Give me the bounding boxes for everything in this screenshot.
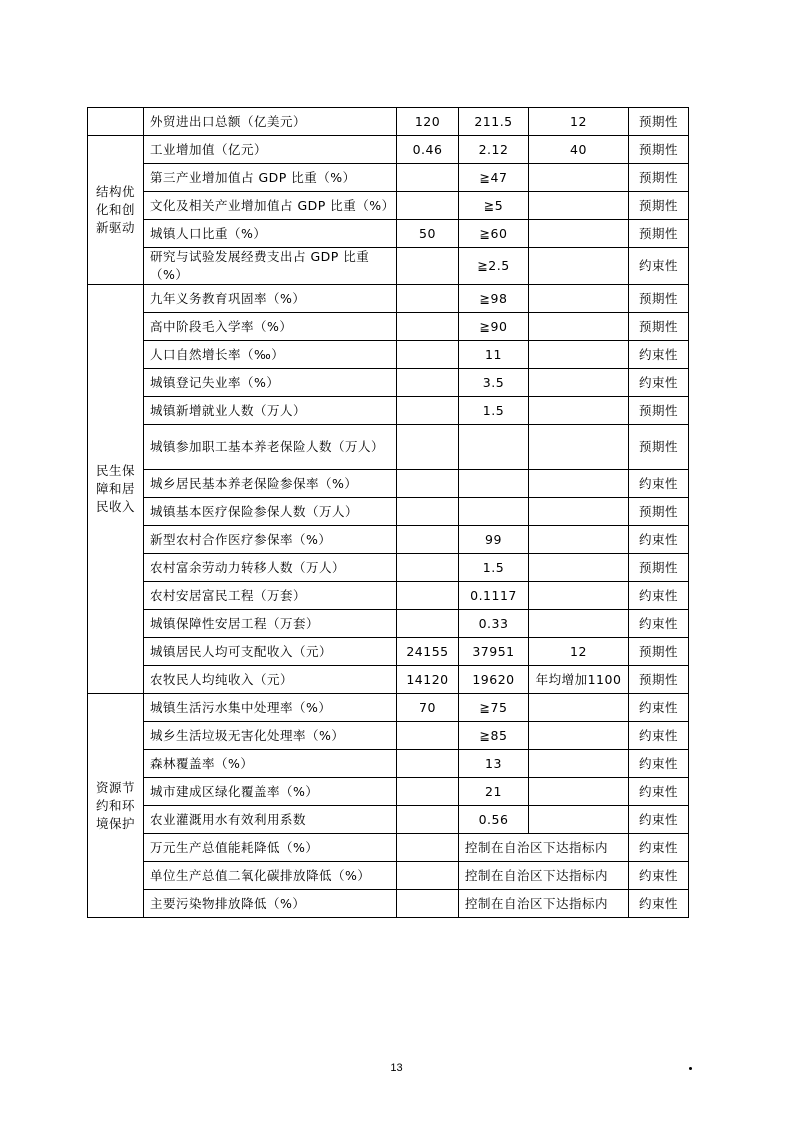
indicator-type: 约束性 (629, 582, 689, 610)
table-row (88, 425, 689, 470)
target-value: ≧75 (459, 694, 529, 722)
growth-value (529, 248, 629, 285)
indicator-type: 约束性 (629, 806, 689, 834)
target-value: 21 (459, 778, 529, 806)
indicator-type: 预期性 (629, 164, 689, 192)
baseline-value (397, 164, 459, 192)
target-value: ≧2.5 (459, 248, 529, 285)
target-value: ≧85 (459, 722, 529, 750)
indicator-type: 约束性 (629, 610, 689, 638)
table-row (88, 526, 689, 554)
target-value: 99 (459, 526, 529, 554)
target-value: ≧60 (459, 220, 529, 248)
baseline-value (397, 397, 459, 425)
growth-value: 年均增加1100 (529, 666, 629, 694)
baseline-value (397, 192, 459, 220)
baseline-value (397, 750, 459, 778)
table-row (88, 694, 689, 722)
baseline-value (397, 862, 459, 890)
baseline-value (397, 610, 459, 638)
indicator-name: 农村富余劳动力转移人数（万人） (144, 554, 397, 582)
indicator-name: 森林覆盖率（%） (144, 750, 397, 778)
growth-value (529, 778, 629, 806)
baseline-value (397, 834, 459, 862)
growth-value: 12 (529, 638, 629, 666)
indicator-name: 九年义务教育巩固率（%） (144, 285, 397, 313)
target-value: 控制在自治区下达指标内 (459, 890, 629, 918)
baseline-value (397, 554, 459, 582)
target-value: ≧5 (459, 192, 529, 220)
target-value (459, 470, 529, 498)
table-row (88, 806, 689, 834)
growth-value (529, 397, 629, 425)
target-value: 0.56 (459, 806, 529, 834)
indicator-name: 外贸进出口总额（亿美元） (144, 108, 397, 136)
indicator-type: 预期性 (629, 638, 689, 666)
growth-value (529, 806, 629, 834)
baseline-value (397, 526, 459, 554)
indicator-name: 新型农村合作医疗参保率（%） (144, 526, 397, 554)
growth-value (529, 192, 629, 220)
target-value: 1.5 (459, 397, 529, 425)
growth-value (529, 425, 629, 470)
table-row (88, 582, 689, 610)
growth-value: 40 (529, 136, 629, 164)
indicator-name: 高中阶段毛入学率（%） (144, 313, 397, 341)
category-cell: 民生保障和居民收入 (88, 285, 144, 694)
indicator-name: 城镇生活污水集中处理率（%） (144, 694, 397, 722)
target-value: 13 (459, 750, 529, 778)
indicator-name: 城乡生活垃圾无害化处理率（%） (144, 722, 397, 750)
indicator-name: 城镇人口比重（%） (144, 220, 397, 248)
baseline-value (397, 248, 459, 285)
table-row (88, 369, 689, 397)
table-row (88, 220, 689, 248)
target-value: ≧98 (459, 285, 529, 313)
table-row (88, 610, 689, 638)
indicator-type: 约束性 (629, 248, 689, 285)
baseline-value: 120 (397, 108, 459, 136)
target-value: 11 (459, 341, 529, 369)
baseline-value (397, 470, 459, 498)
growth-value (529, 526, 629, 554)
category-cell (88, 108, 144, 136)
table-row (88, 666, 689, 694)
baseline-value: 0.46 (397, 136, 459, 164)
indicator-name: 工业增加值（亿元） (144, 136, 397, 164)
page-number: 13 (390, 1062, 403, 1074)
indicator-type: 预期性 (629, 192, 689, 220)
baseline-value (397, 369, 459, 397)
indicator-type: 约束性 (629, 778, 689, 806)
table-row (88, 862, 689, 890)
growth-value (529, 554, 629, 582)
baseline-value (397, 890, 459, 918)
baseline-value: 14120 (397, 666, 459, 694)
indicator-name: 城乡居民基本养老保险参保率（%） (144, 470, 397, 498)
baseline-value (397, 806, 459, 834)
indicator-type: 约束性 (629, 341, 689, 369)
indicator-type: 约束性 (629, 694, 689, 722)
table-row (88, 285, 689, 313)
indicator-type: 预期性 (629, 136, 689, 164)
category-cell: 资源节约和环境保护 (88, 694, 144, 918)
baseline-value: 70 (397, 694, 459, 722)
indicator-name: 城镇参加职工基本养老保险人数（万人） (144, 425, 397, 470)
growth-value (529, 369, 629, 397)
baseline-value (397, 498, 459, 526)
indicator-name: 主要污染物排放降低（%） (144, 890, 397, 918)
table-row (88, 192, 689, 220)
indicator-name: 城镇新增就业人数（万人） (144, 397, 397, 425)
table-row (88, 778, 689, 806)
indicator-type: 预期性 (629, 285, 689, 313)
indicator-type: 约束性 (629, 890, 689, 918)
baseline-value: 24155 (397, 638, 459, 666)
table-row (88, 638, 689, 666)
baseline-value (397, 722, 459, 750)
target-value: 2.12 (459, 136, 529, 164)
growth-value (529, 470, 629, 498)
target-value (459, 498, 529, 526)
indicator-name: 文化及相关产业增加值占 GDP 比重（%） (144, 192, 397, 220)
table-row (88, 834, 689, 862)
target-value: 37951 (459, 638, 529, 666)
target-value: ≧90 (459, 313, 529, 341)
growth-value (529, 285, 629, 313)
indicator-type: 约束性 (629, 834, 689, 862)
table-row (88, 164, 689, 192)
indicator-name: 单位生产总值二氧化碳排放降低（%） (144, 862, 397, 890)
baseline-value (397, 425, 459, 470)
indicator-name: 城镇登记失业率（%） (144, 369, 397, 397)
indicator-type: 预期性 (629, 108, 689, 136)
growth-value (529, 694, 629, 722)
growth-value: 12 (529, 108, 629, 136)
category-cell: 结构优化和创新驱动 (88, 136, 144, 285)
page-dot-mark (689, 1067, 692, 1070)
target-value: 0.33 (459, 610, 529, 638)
indicator-name: 万元生产总值能耗降低（%） (144, 834, 397, 862)
indicator-type: 预期性 (629, 666, 689, 694)
growth-value (529, 610, 629, 638)
growth-value (529, 164, 629, 192)
growth-value (529, 498, 629, 526)
indicator-table (87, 107, 689, 918)
growth-value (529, 582, 629, 610)
indicator-name: 研究与试验发展经费支出占 GDP 比重（%） (144, 248, 397, 285)
target-value: 控制在自治区下达指标内 (459, 862, 629, 890)
indicator-name: 农业灌溉用水有效利用系数 (144, 806, 397, 834)
baseline-value (397, 341, 459, 369)
target-value: ≧47 (459, 164, 529, 192)
table-row (88, 554, 689, 582)
indicator-name: 城镇基本医疗保险参保人数（万人） (144, 498, 397, 526)
table-row (88, 108, 689, 136)
growth-value (529, 313, 629, 341)
target-value: 0.1117 (459, 582, 529, 610)
indicator-type: 约束性 (629, 750, 689, 778)
table-row (88, 750, 689, 778)
indicator-type: 约束性 (629, 722, 689, 750)
indicator-name: 城市建成区绿化覆盖率（%） (144, 778, 397, 806)
indicator-type: 预期性 (629, 498, 689, 526)
baseline-value (397, 285, 459, 313)
table-row (88, 722, 689, 750)
growth-value (529, 750, 629, 778)
target-value: 19620 (459, 666, 529, 694)
baseline-value (397, 313, 459, 341)
table-row (88, 136, 689, 164)
baseline-value (397, 582, 459, 610)
indicator-name: 农村安居富民工程（万套） (144, 582, 397, 610)
growth-value (529, 220, 629, 248)
table-row (88, 890, 689, 918)
target-value: 控制在自治区下达指标内 (459, 834, 629, 862)
table-row (88, 313, 689, 341)
table-row (88, 470, 689, 498)
table-row (88, 498, 689, 526)
indicator-type: 预期性 (629, 554, 689, 582)
indicator-type: 约束性 (629, 369, 689, 397)
table-row (88, 341, 689, 369)
indicator-type: 预期性 (629, 397, 689, 425)
table-row (88, 248, 689, 285)
baseline-value (397, 778, 459, 806)
indicator-name: 农牧民人均纯收入（元） (144, 666, 397, 694)
table-row (88, 397, 689, 425)
indicator-name: 人口自然增长率（‰） (144, 341, 397, 369)
indicator-name: 城镇居民人均可支配收入（元） (144, 638, 397, 666)
indicator-type: 预期性 (629, 220, 689, 248)
indicator-type: 预期性 (629, 425, 689, 470)
growth-value (529, 341, 629, 369)
target-value: 3.5 (459, 369, 529, 397)
baseline-value: 50 (397, 220, 459, 248)
target-value (459, 425, 529, 470)
indicator-type: 约束性 (629, 470, 689, 498)
indicator-type: 预期性 (629, 313, 689, 341)
target-value: 1.5 (459, 554, 529, 582)
indicator-type: 约束性 (629, 526, 689, 554)
indicator-type: 约束性 (629, 862, 689, 890)
indicator-name: 城镇保障性安居工程（万套） (144, 610, 397, 638)
target-value: 211.5 (459, 108, 529, 136)
indicator-name: 第三产业增加值占 GDP 比重（%） (144, 164, 397, 192)
growth-value (529, 722, 629, 750)
